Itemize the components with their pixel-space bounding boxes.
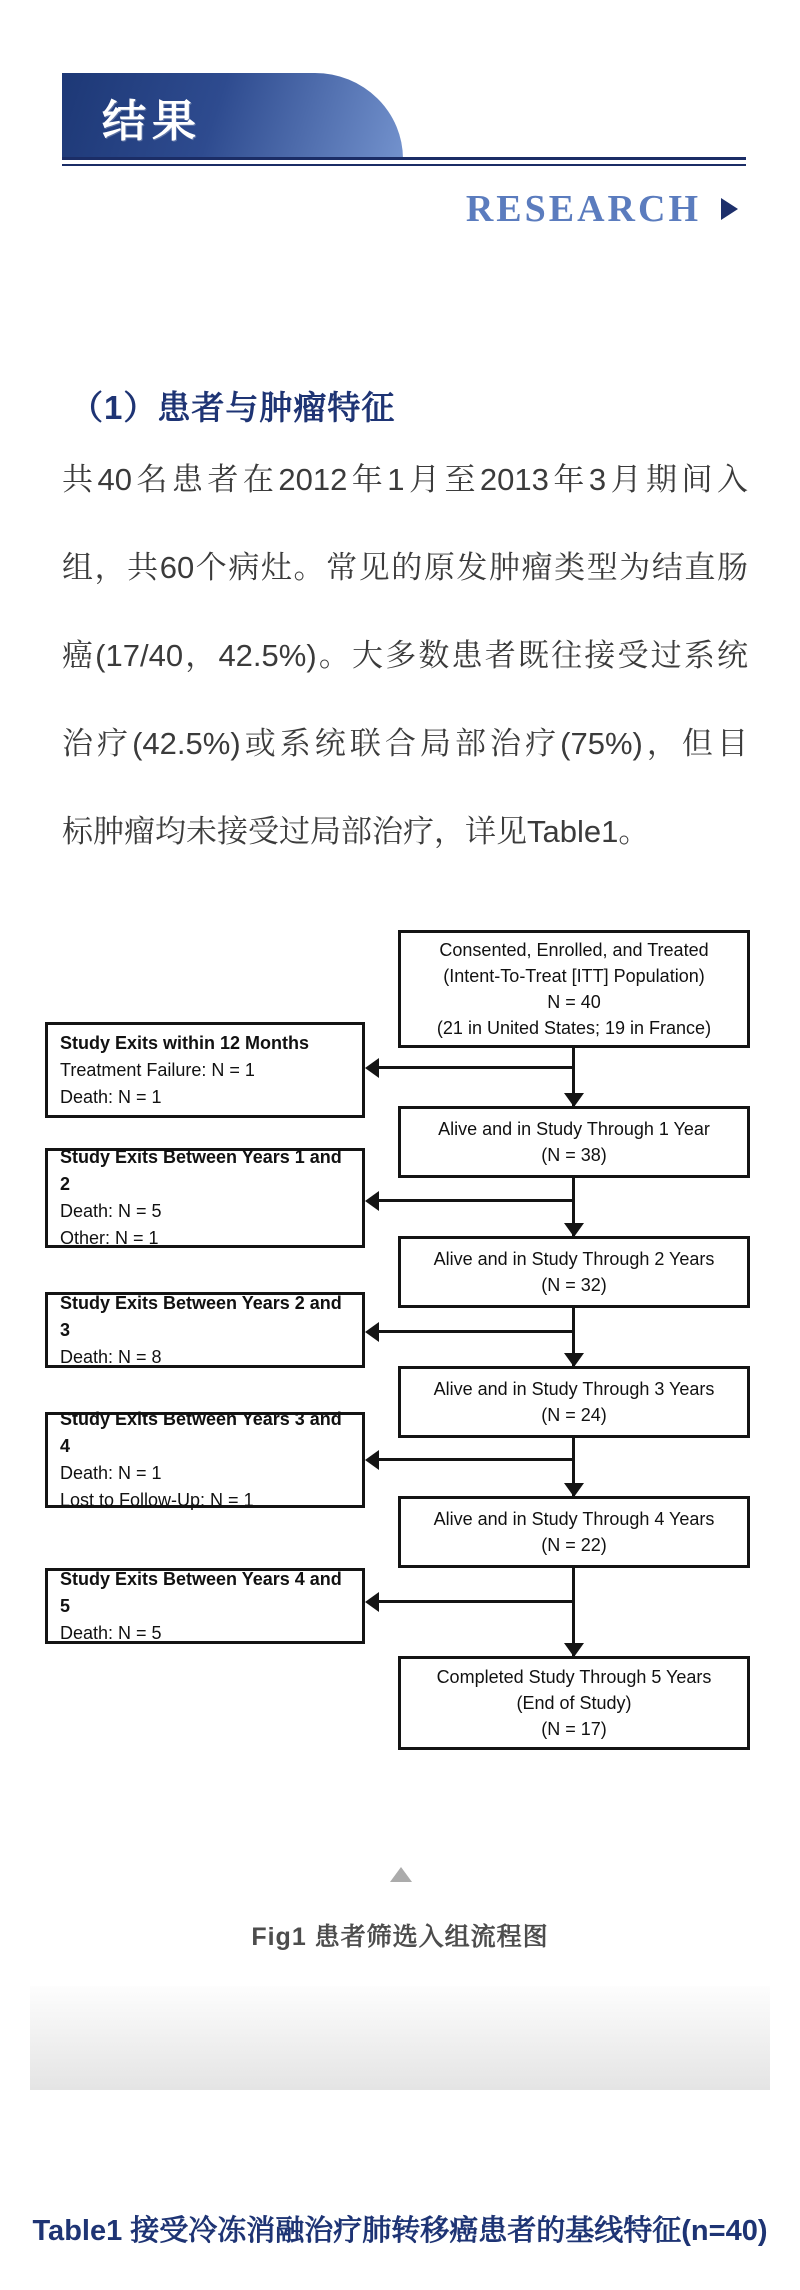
research-arrow-icon (721, 198, 738, 220)
flow-box-year4 (398, 1496, 750, 1568)
flow-box-line: (N = 32) (541, 1275, 607, 1295)
flow-arrow-left-line (378, 1600, 574, 1603)
flow-exit-line: Lost to Follow-Up: N = 1 (60, 1490, 254, 1510)
flow-box-line: Alive and in Study Through 3 Years (433, 1379, 715, 1399)
flow-arrowhead-left-icon (365, 1450, 379, 1470)
flow-box-line: (End of Study) (516, 1693, 632, 1713)
flow-exit-title: Study Exits Between Years 4 and 5 (60, 1568, 342, 1616)
flow-box-line: Consented, Enrolled, and Treated (439, 940, 709, 960)
flow-box-line: Alive and in Study Through 2 Years (433, 1249, 715, 1269)
fig1-flowchart (0, 930, 800, 1756)
paragraph-line: 治疗(42.5%)或系统联合局部治疗(75%)，但目 (62, 726, 748, 761)
header-divider-thick (62, 157, 746, 160)
flow-exit-line: Death: N = 5 (60, 1622, 162, 1643)
table1-title: Table1 接受冷冻消融治疗肺转移癌患者的基线特征(n=40) (32, 2215, 768, 2247)
flow-box-year2 (398, 1236, 750, 1308)
results-banner (62, 73, 403, 160)
flow-arrowhead-down-icon (564, 1223, 584, 1237)
flow-arrowhead-left-icon (365, 1592, 379, 1612)
section-heading: （1）患者与肿瘤特征 (70, 389, 396, 426)
flow-arrow-left-line (378, 1199, 574, 1202)
figure-caption: Fig1 患者筛选入组流程图 (251, 1923, 549, 1951)
flow-arrow-left-line (378, 1066, 574, 1069)
flow-exit-years4-5 (45, 1568, 365, 1644)
flow-arrowhead-down-icon (564, 1483, 584, 1497)
flow-exit-title: Study Exits Between Years 3 and 4 (60, 1409, 342, 1456)
flow-box-line: (N = 17) (541, 1719, 607, 1739)
section-divider-band (30, 1986, 770, 2090)
flow-box-line: (N = 38) (541, 1145, 607, 1165)
flow-exit-years3-4 (45, 1409, 365, 1510)
article-paragraph (62, 436, 748, 876)
flow-exit-12months (45, 1022, 365, 1118)
flow-arrowhead-left-icon (365, 1058, 379, 1078)
flow-arrowhead-down-icon (564, 1643, 584, 1657)
flow-exit-line: Other: N = 1 (60, 1228, 159, 1248)
research-label: RESEARCH (465, 188, 701, 230)
flow-box-enrolled (398, 930, 750, 1048)
flow-arrowhead-down-icon (564, 1353, 584, 1367)
flow-exit-line: Treatment Failure: N = 1 (60, 1059, 255, 1080)
up-triangle-icon (390, 1867, 412, 1882)
flow-box-line: (N = 22) (541, 1535, 607, 1555)
flow-arrow-left-line (378, 1330, 574, 1333)
flow-box-line: Alive and in Study Through 1 Year (438, 1119, 710, 1139)
paragraph-line: 共40名患者在2012年1月至2013年3月期间入 (62, 462, 748, 497)
flow-exit-line: Death: N = 1 (60, 1086, 162, 1107)
flow-box-line: Completed Study Through 5 Years (436, 1667, 712, 1687)
flow-arrow-left-line (378, 1458, 574, 1461)
flow-exit-title: Study Exits Between Years 1 and 2 (60, 1147, 342, 1194)
flow-box-line: N = 40 (547, 992, 601, 1012)
flow-box-year1 (398, 1106, 750, 1178)
flow-exit-line: Death: N = 1 (60, 1463, 162, 1483)
header-divider-thin (62, 164, 746, 166)
paragraph-line: 癌(17/40，42.5%)。大多数患者既往接受过系统 (62, 638, 748, 673)
flow-box-completed (398, 1656, 750, 1750)
flow-exit-line: Death: N = 8 (60, 1346, 162, 1367)
flow-arrowhead-left-icon (365, 1322, 379, 1342)
banner-title: 结果 (102, 96, 202, 146)
flow-exit-title: Study Exits Between Years 2 and 3 (60, 1292, 342, 1340)
flow-box-line: (Intent-To-Treat [ITT] Population) (443, 966, 705, 986)
flow-exit-years1-2 (45, 1148, 365, 1248)
paragraph-line: 组，共60个病灶。常见的原发肿瘤类型为结直肠 (62, 550, 748, 585)
flow-arrowhead-left-icon (365, 1191, 379, 1211)
research-label-row (466, 187, 738, 231)
flow-box-year3 (398, 1366, 750, 1438)
flow-box-line: (N = 24) (541, 1405, 607, 1425)
flow-box-line: Alive and in Study Through 4 Years (433, 1509, 715, 1529)
flow-box-line: (21 in United States; 19 in France) (436, 1018, 712, 1038)
flow-exit-line: Death: N = 5 (60, 1201, 162, 1221)
paragraph-line: 标肿瘤均未接受过局部治疗，详见Table1。 (62, 814, 650, 849)
flow-exit-years2-3 (45, 1292, 365, 1368)
flow-exit-title: Study Exits within 12 Months (60, 1032, 310, 1053)
flow-arrowhead-down-icon (564, 1093, 584, 1107)
